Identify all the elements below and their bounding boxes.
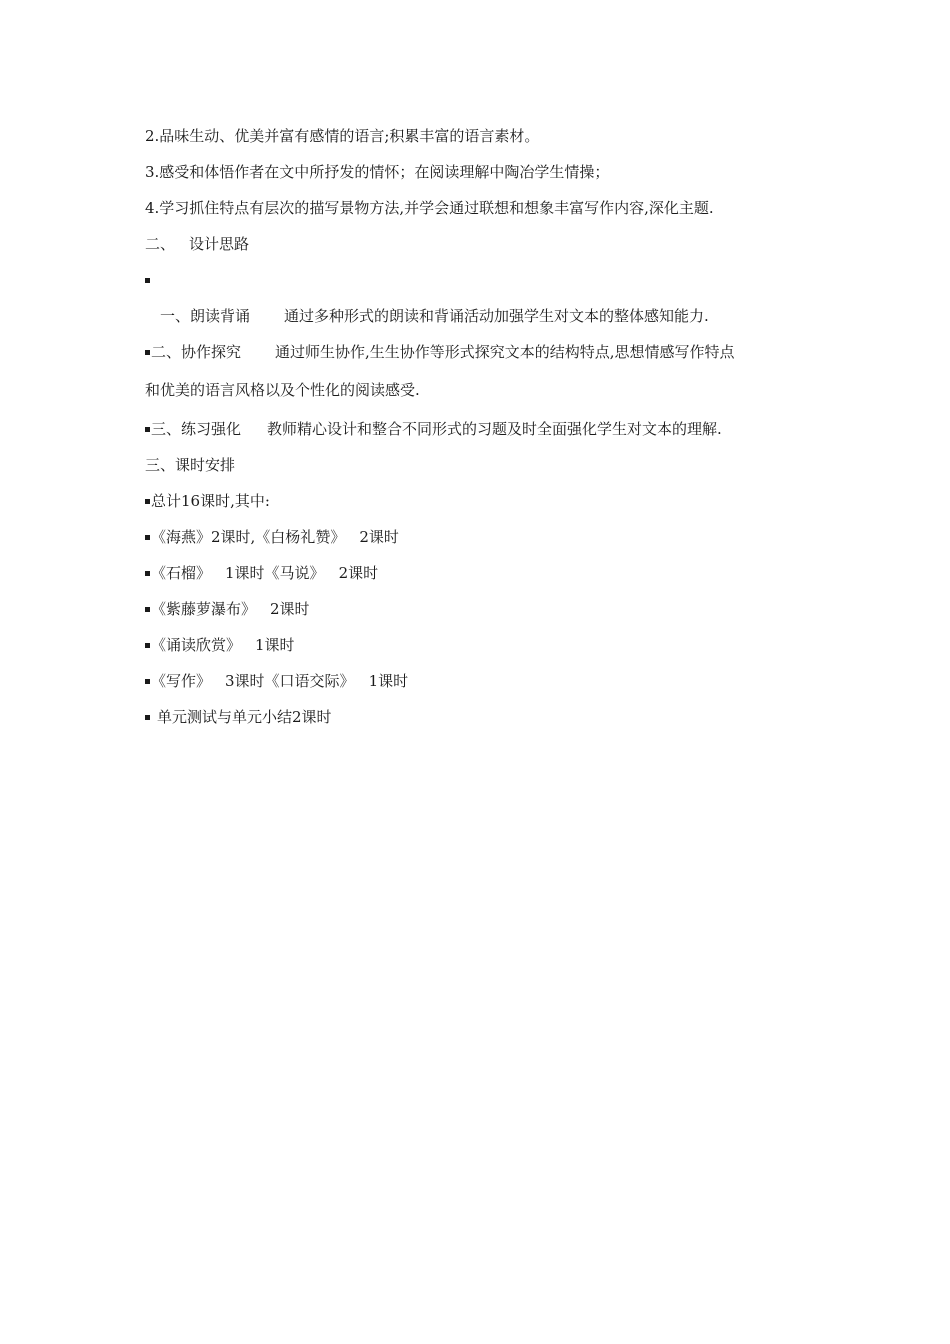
design-step-1 xyxy=(160,306,830,326)
section-title: 设计思路 xyxy=(189,235,250,253)
design-step-3 xyxy=(145,419,830,439)
step-title: 三、练习强化 xyxy=(151,420,242,438)
schedule-total xyxy=(145,491,830,511)
schedule-lesson: 单元测试与单元小结2课时 xyxy=(157,708,332,726)
bullet-icon xyxy=(145,535,150,540)
schedule-lesson: 《紫藤萝瀑布》 xyxy=(151,600,257,618)
bullet-icon xyxy=(145,643,150,648)
schedule-row xyxy=(145,635,830,655)
schedule-lesson: 《海燕》2课时,《白杨礼赞》 xyxy=(151,528,346,546)
step-text: 通过多种形式的朗读和背诵活动加强学生对文本的整体感知能力. xyxy=(284,307,709,325)
schedule-lesson: 《石榴》 xyxy=(151,564,212,582)
bullet-icon xyxy=(145,278,150,283)
bullet-icon xyxy=(145,427,150,432)
schedule-hours: 1课时 xyxy=(368,672,409,690)
step-text: 通过师生协作,生生协作等形式探究文本的结构特点,思想情感写作特点 xyxy=(275,343,735,361)
schedule-lesson: 3课时《口语交际》 xyxy=(225,672,355,690)
design-step-2-continued: 和优美的语言风格以及个性化的阅读感受. xyxy=(145,381,420,399)
bullet-icon xyxy=(145,715,150,720)
objective-3: 3.感受和体悟作者在文中所抒发的情怀；在阅读理解中陶冶学生情操； xyxy=(145,163,610,181)
section-number: 二、 xyxy=(145,235,176,253)
schedule-lesson: 《诵读欣赏》 xyxy=(151,636,242,654)
schedule-row xyxy=(145,707,830,727)
schedule-lesson: 《写作》 xyxy=(151,672,212,690)
bullet-icon xyxy=(145,679,150,684)
bullet-icon xyxy=(145,350,150,355)
schedule-row xyxy=(145,599,830,619)
bullet-icon xyxy=(145,607,150,612)
objective-4: 4.学习抓住特点有层次的描写景物方法,并学会通过联想和想象丰富写作内容,深化主题. xyxy=(145,199,714,217)
schedule-row xyxy=(145,527,830,547)
schedule-hours: 2课时 xyxy=(359,528,399,546)
bullet-icon xyxy=(145,571,150,576)
step-title: 二、协作探究 xyxy=(151,343,242,361)
section-heading-schedule: 三、课时安排 xyxy=(145,456,236,474)
schedule-row xyxy=(145,563,830,583)
section-heading-design xyxy=(145,234,830,254)
schedule-row xyxy=(145,671,830,691)
empty-bullet-line xyxy=(145,270,830,290)
schedule-total-text: 总计16课时,其中: xyxy=(151,492,270,510)
objective-2: 2.品味生动、优美并富有感情的语言;积累丰富的语言素材。 xyxy=(145,127,540,145)
step-title: 一、朗读背诵 xyxy=(160,307,251,325)
schedule-lesson: 1课时《马说》 xyxy=(225,564,325,582)
step-text: 教师精心设计和整合不同形式的习题及时全面强化学生对文本的理解. xyxy=(267,420,722,438)
schedule-hours: 1课时 xyxy=(255,636,295,654)
design-step-2 xyxy=(145,342,830,362)
schedule-hours: 2课时 xyxy=(338,564,379,582)
schedule-hours: 2课时 xyxy=(270,600,310,618)
bullet-icon xyxy=(145,499,150,504)
